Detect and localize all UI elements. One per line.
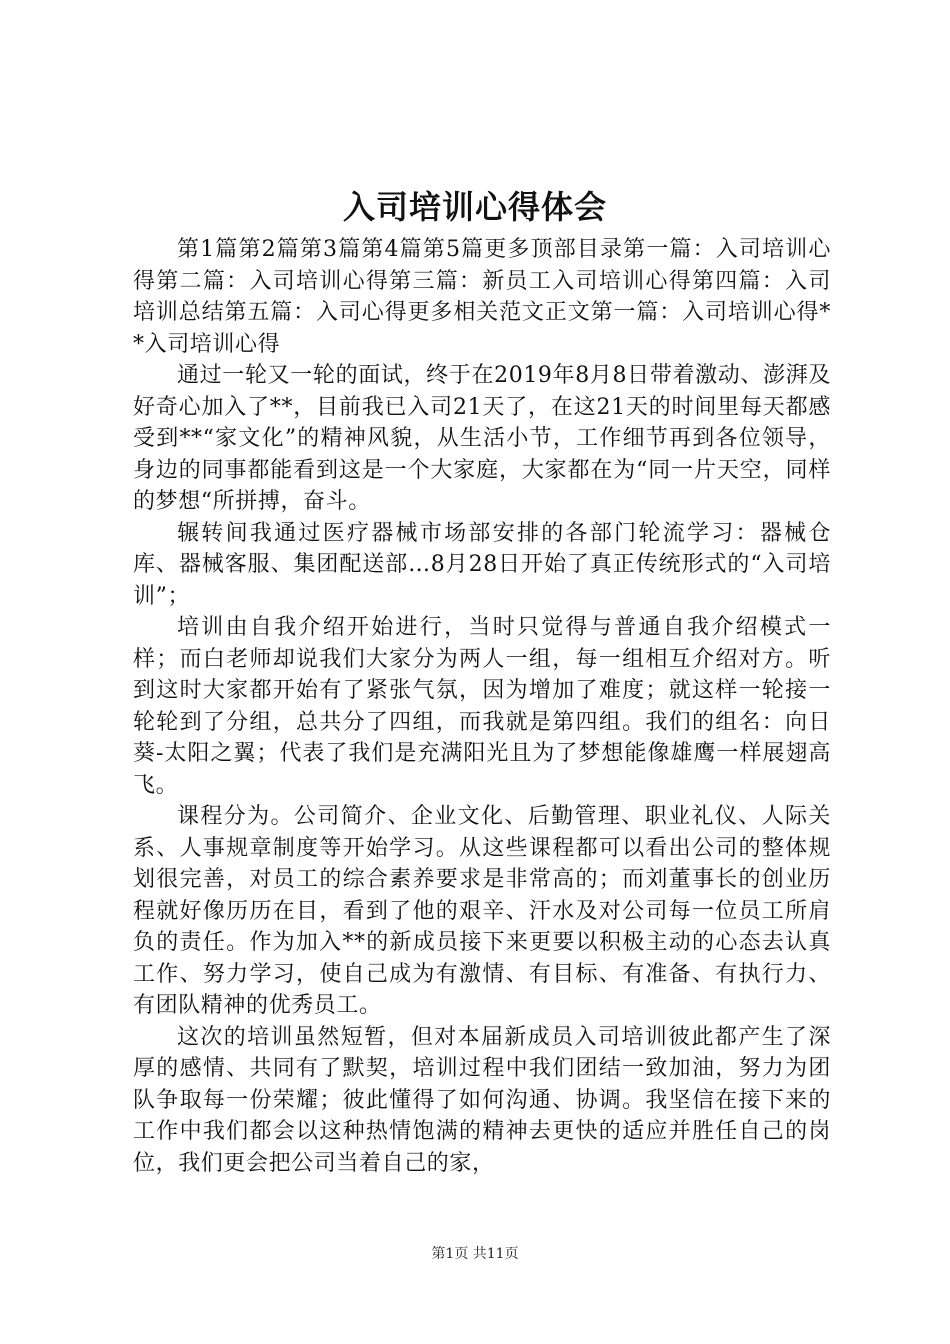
paragraph-reflection: 这次的培训虽然短暂，但对本届新成员入司培训彼此都产生了深厚的感情、共同有了默契，培训过程中我们团结一致加油，努力为团队争取每一份荣耀；彼此懂得了如何沟通、协调。我坚信在接下来的工作中我们都会以这种热情饱满的精神去更快的适应并胜任自己的岗位，我们更会把公司当着自己的家， [133, 1024, 831, 1176]
document-body [133, 234, 831, 1179]
paragraph-courses: 课程分为。公司简介、企业文化、后勤管理、职业礼仪、人际关系、人事规章制度等开始学习。从这些课程都可以看出公司的整体规划很完善，对员工的综合素养要求是非常高的；而刘董事长的创业历程就好像历历在目，看到了他的艰辛、汗水及对公司每一位员工所肩负的责任。作为加入**的新成员接下来更要以积极主动的心态去认真工作、努力学习，使自己成为有激情、有目标、有准备、有执行力、有团队精神的优秀员工。 [133, 804, 831, 1018]
paragraph-self-introduction: 培训由自我介绍开始进行，当时只觉得与普通自我介绍模式一样；而白老师却说我们大家分为两人一组，每一组相互介绍对方。听到这时大家都开始有了紧张气氛，因为增加了难度；就这样一轮接一轮轮到了分组，总共分了四组，而我就是第四组。我们的组名：向日葵-太阳之翼；代表了我们是充满阳光且为了梦想能像雄鹰一样展翅高飞。 [133, 615, 831, 798]
paragraph-intro: 通过一轮又一轮的面试，终于在2019年8月8日带着激动、澎湃及好奇心加入了**，目前我已入司21天了，在这21天的时间里每天都感受到**“家文化”的精神风貌，从生活小节，工作细节再到各位领导，身边的同事都能看到这是一个大家庭，大家都在为“同一片天空，同样的梦想“所拼搏，奋斗。 [133, 363, 831, 514]
paragraph-rotation: 辗转间我通过医疗器械市场部安排的各部门轮流学习：器械仓库、器械客服、集团配送部…8月28日开始了真正传统形式的“入司培训”； [133, 520, 831, 609]
page-number: 第1页 共11页 [431, 1246, 519, 1262]
document-title: 入司培训心得体会 [342, 188, 607, 226]
paragraph-toc: 第1篇第2篇第3篇第4篇第5篇更多顶部目录第一篇：入司培训心得第二篇：入司培训心得第三篇：新员工入司培训心得第四篇：入司培训总结第五篇：入司心得更多相关范文正文第一篇：入司培训心得**入司培训心得 [133, 237, 831, 357]
